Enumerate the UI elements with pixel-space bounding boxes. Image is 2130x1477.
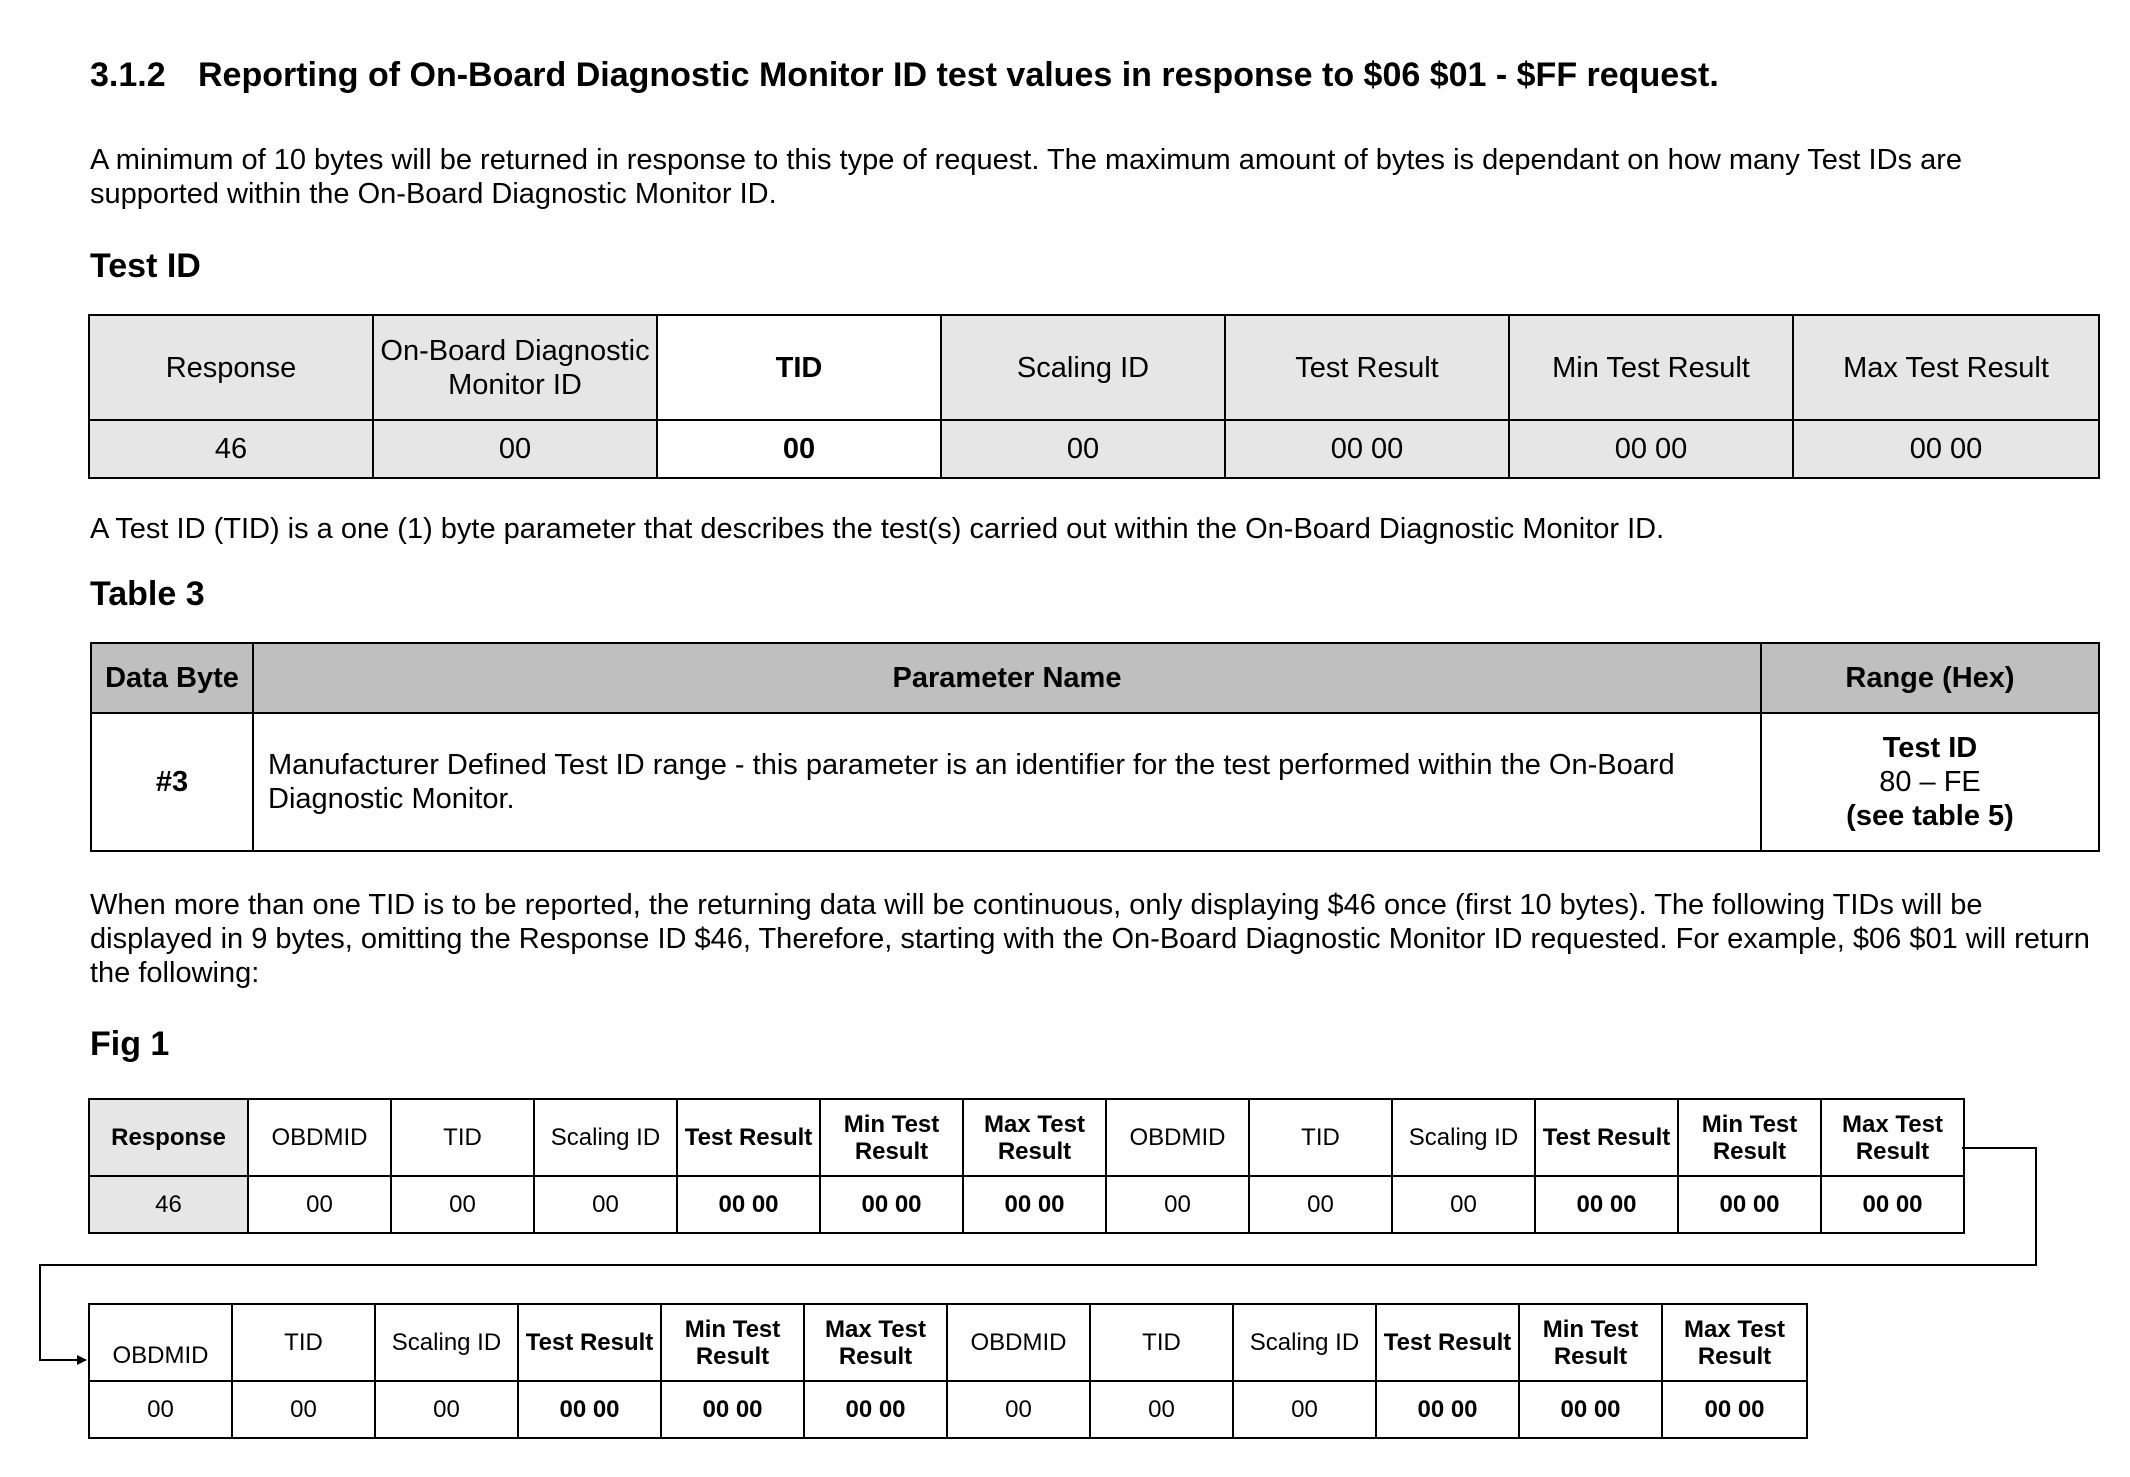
table3-header-range: Range (Hex) — [1761, 643, 2099, 713]
test-id-value-max: 00 00 — [1793, 420, 2099, 478]
fig1-r1-value-obdmid-2: 00 — [1106, 1176, 1249, 1233]
fig1-r1-value-obdmid: 00 — [248, 1176, 391, 1233]
fig1-r1-value-scaling-2: 00 — [1392, 1176, 1535, 1233]
fig1-r1-header-max: Max Test Result — [963, 1099, 1106, 1176]
fig1-r2-value-min: 00 00 — [661, 1381, 804, 1438]
fig1-r1-header-test-result-2: Test Result — [1535, 1099, 1678, 1176]
fig1-r2-value-scaling-2: 00 — [1233, 1381, 1376, 1438]
fig1-r2-header-min: Min Test Result — [661, 1304, 804, 1381]
section-title — [90, 56, 1719, 95]
fig1-r1-header-scaling-2: Scaling ID — [1392, 1099, 1535, 1176]
table3-range-note: (see table 5) — [1846, 800, 2014, 832]
fig1-r2-header-test-result: Test Result — [518, 1304, 661, 1381]
fig1-r1-header-scaling: Scaling ID — [534, 1099, 677, 1176]
table3-header-data-byte: Data Byte — [91, 643, 253, 713]
section-number: 3.1.2 — [90, 56, 166, 94]
test-id-value-tid: 00 — [657, 420, 941, 478]
test-id-value-min: 00 00 — [1509, 420, 1793, 478]
fig1-r2-header-obdmid-label: OBDMID — [112, 1342, 209, 1369]
fig1-r1-value-test-result: 00 00 — [677, 1176, 820, 1233]
fig1-r1-value-scaling: 00 — [534, 1176, 677, 1233]
test-id-value-response: 46 — [89, 420, 373, 478]
fig1-r1-value-max-2: 00 00 — [1821, 1176, 1964, 1233]
fig1-r1-value-min-2: 00 00 — [1678, 1176, 1821, 1233]
table3-range-value: 80 – FE — [1879, 766, 1981, 798]
fig1-r2-value-tid: 00 — [232, 1381, 375, 1438]
fig1-r2-value-test-result: 00 00 — [518, 1381, 661, 1438]
fig1-r1-header-tid: TID — [391, 1099, 534, 1176]
table3-range-title: Test ID — [1882, 732, 1978, 764]
test-id-header-test-result: Test Result — [1225, 315, 1509, 420]
table3-header-parameter-name: Parameter Name — [253, 643, 1761, 713]
fig1-r2-header-scaling-2: Scaling ID — [1233, 1304, 1376, 1381]
fig1-r1-header-max-2: Max Test Result — [1821, 1099, 1964, 1176]
test-id-value-obdmid: 00 — [373, 420, 657, 478]
fig1-r1-header-min-2: Min Test Result — [1678, 1099, 1821, 1176]
tid-description: A Test ID (TID) is a one (1) byte parameter that describes the test(s) carried out within the On-Board Diagnostic Monitor ID. — [90, 513, 1665, 545]
fig1-r1-value-test-result-2: 00 00 — [1535, 1176, 1678, 1233]
test-id-table — [88, 314, 2100, 479]
fig1-r2-value-scaling: 00 — [375, 1381, 518, 1438]
intro-paragraph: A minimum of 10 bytes will be returned in response to this type of request. The maximum amount of bytes is dependant on how many Test IDs are supported within the On-Board Diagnostic Monitor ID. — [90, 144, 1962, 210]
fig1-r2-value-max-2: 00 00 — [1662, 1381, 1807, 1438]
section-title-text: Reporting of On-Board Diagnostic Monitor ID test values in response to $06 $01 - $FF request. — [198, 56, 1719, 94]
test-id-value-test-result: 00 00 — [1225, 420, 1509, 478]
fig1-r1-header-response: Response — [89, 1099, 248, 1176]
fig1-table-row1 — [88, 1098, 1965, 1234]
test-id-value-scaling: 00 — [941, 420, 1225, 478]
fig1-r1-value-max: 00 00 — [963, 1176, 1106, 1233]
test-id-header-response: Response — [89, 315, 373, 420]
fig1-r1-value-min: 00 00 — [820, 1176, 963, 1233]
fig1-r2-value-max: 00 00 — [804, 1381, 947, 1438]
fig1-r2-value-obdmid: 00 — [89, 1381, 232, 1438]
fig1-r2-header-obdmid — [89, 1304, 232, 1381]
fig1-r2-header-tid-2: TID — [1090, 1304, 1233, 1381]
fig1-r2-value-tid-2: 00 — [1090, 1381, 1233, 1438]
fig1-r2-header-scaling: Scaling ID — [375, 1304, 518, 1381]
fig1-r2-value-min-2: 00 00 — [1519, 1381, 1662, 1438]
fig1-r2-header-max-2: Max Test Result — [1662, 1304, 1807, 1381]
fig1-r1-value-tid-2: 00 — [1249, 1176, 1392, 1233]
fig1-r2-header-max: Max Test Result — [804, 1304, 947, 1381]
fig1-heading: Fig 1 — [90, 1025, 170, 1063]
table3-parameter-name: Manufacturer Defined Test ID range - this parameter is an identifier for the test performed within the On-Board Diagnostic Monitor. — [253, 713, 1761, 851]
fig1-r2-header-min-2: Min Test Result — [1519, 1304, 1662, 1381]
test-id-header-scaling: Scaling ID — [941, 315, 1225, 420]
fig1-r2-value-obdmid-2: 00 — [947, 1381, 1090, 1438]
fig1-r1-header-obdmid: OBDMID — [248, 1099, 391, 1176]
table3-heading: Table 3 — [90, 575, 205, 613]
test-id-header-tid: TID — [657, 315, 941, 420]
table3-range — [1761, 713, 2099, 851]
fig1-r1-value-tid: 00 — [391, 1176, 534, 1233]
fig1-r2-header-test-result-2: Test Result — [1376, 1304, 1519, 1381]
fig1-r1-header-obdmid-2: OBDMID — [1106, 1099, 1249, 1176]
continuation-paragraph: When more than one TID is to be reported, the returning data will be continuous, only displaying $46 once (first 10 bytes). The following TIDs will be displayed in 9 bytes, omitting the Response ID $46, Therefore, starting with the On-Board Diagnostic Monitor ID requested. For example, $06 $01 will return the following: — [90, 889, 2090, 989]
fig1-table-row2 — [88, 1303, 1808, 1439]
test-id-header-min: Min Test Result — [1509, 315, 1793, 420]
fig1-r2-header-tid: TID — [232, 1304, 375, 1381]
fig1-r1-header-min: Min Test Result — [820, 1099, 963, 1176]
table3-data-byte: #3 — [91, 713, 253, 851]
fig1-r1-header-test-result: Test Result — [677, 1099, 820, 1176]
fig1-r2-header-obdmid-2: OBDMID — [947, 1304, 1090, 1381]
test-id-header-obdmid: On-Board Diagnostic Monitor ID — [373, 315, 657, 420]
fig1-r2-value-test-result-2: 00 00 — [1376, 1381, 1519, 1438]
test-id-header-max: Max Test Result — [1793, 315, 2099, 420]
fig1-r1-value-response: 46 — [89, 1176, 248, 1233]
test-id-heading: Test ID — [90, 247, 201, 285]
fig1-r1-header-tid-2: TID — [1249, 1099, 1392, 1176]
table-3 — [90, 642, 2100, 852]
